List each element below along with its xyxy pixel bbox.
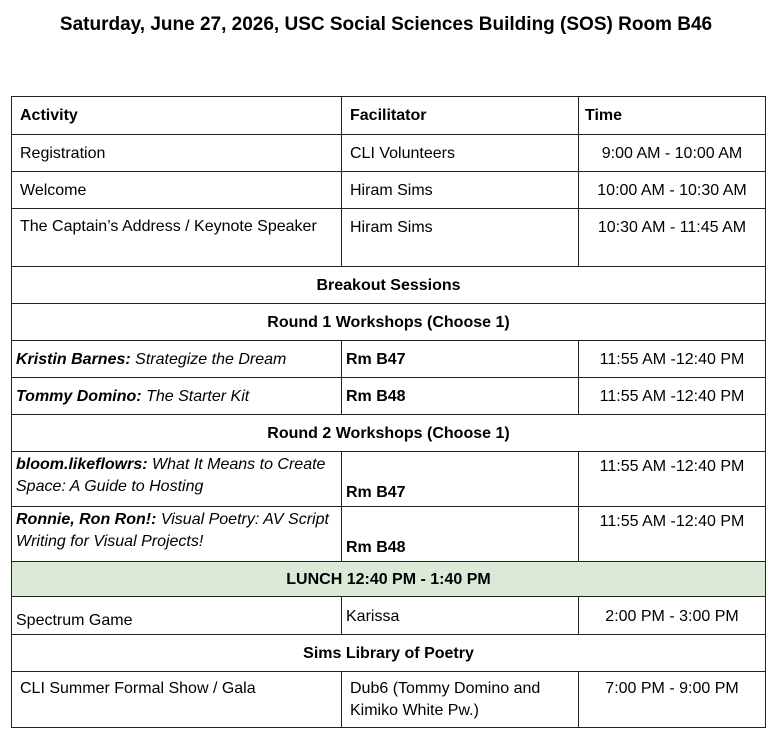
time-cell: 7:00 PM - 9:00 PM	[579, 672, 766, 728]
table-row	[12, 341, 766, 378]
presenter-name: Tommy Domino:	[16, 388, 142, 405]
lunch-label: LUNCH 12:40 PM - 1:40 PM	[12, 562, 766, 597]
table-row	[12, 378, 766, 415]
facilitator-header: Facilitator	[342, 97, 579, 135]
time-cell: 2:00 PM - 3:00 PM	[579, 597, 766, 635]
facilitator-cell: Hiram Sims	[342, 172, 579, 209]
activity-cell: Welcome	[12, 172, 342, 209]
facilitator-cell: Dub6 (Tommy Domino and Kimiko White Pw.)	[342, 672, 579, 728]
table-row	[12, 209, 766, 267]
session-title: Visual Poetry: AV Script Writing for Visual Projects!	[16, 511, 329, 550]
activity-header: Activity	[12, 97, 342, 135]
workshop-cell	[12, 378, 342, 415]
activity-cell: Registration	[12, 135, 342, 172]
presenter-name: Kristin Barnes:	[16, 351, 131, 368]
presenter-name: Ronnie, Ron Ron!:	[16, 511, 157, 528]
facilitator-cell: Hiram Sims	[342, 209, 579, 267]
facilitator-cell: Karissa	[342, 597, 579, 635]
time-cell: 11:55 AM -12:40 PM	[579, 507, 766, 562]
round1-heading: Round 1 Workshops (Choose 1)	[12, 304, 766, 341]
presenter-name: bloom.likeflowrs:	[16, 456, 148, 473]
schedule-table	[11, 96, 766, 728]
room-cell: Rm B48	[342, 378, 579, 415]
room-cell: Rm B47	[342, 452, 579, 507]
section-row	[12, 415, 766, 452]
round2-heading: Round 2 Workshops (Choose 1)	[12, 415, 766, 452]
breakout-sessions-heading: Breakout Sessions	[12, 267, 766, 304]
table-header-row	[12, 97, 766, 135]
workshop-cell	[12, 341, 342, 378]
page-title: Saturday, June 27, 2026, USC Social Sciences Building (SOS) Room B46	[59, 14, 713, 35]
time-cell: 11:55 AM -12:40 PM	[579, 452, 766, 507]
time-cell: 10:00 AM - 10:30 AM	[579, 172, 766, 209]
activity-cell: Spectrum Game	[12, 597, 342, 635]
table-row	[12, 672, 766, 728]
session-title: Strategize the Dream	[130, 351, 287, 368]
session-title: The Starter Kit	[141, 388, 250, 405]
table-row	[12, 452, 766, 507]
table-row	[12, 172, 766, 209]
session-title: What It Means to Create Space: A Guide to Hosting	[16, 456, 326, 495]
table-row	[12, 597, 766, 635]
time-cell: 11:55 AM -12:40 PM	[579, 341, 766, 378]
activity-cell: CLI Summer Formal Show / Gala	[12, 672, 342, 728]
table-row	[12, 135, 766, 172]
section-row	[12, 267, 766, 304]
time-cell: 10:30 AM - 11:45 AM	[579, 209, 766, 267]
section-row	[12, 635, 766, 672]
activity-cell: The Captain’s Address / Keynote Speaker	[12, 209, 342, 267]
lunch-row	[12, 562, 766, 597]
time-header: Time	[579, 97, 766, 135]
workshop-cell	[12, 507, 342, 562]
workshop-cell	[12, 452, 342, 507]
time-cell: 11:55 AM -12:40 PM	[579, 378, 766, 415]
time-cell: 9:00 AM - 10:00 AM	[579, 135, 766, 172]
facilitator-cell: CLI Volunteers	[342, 135, 579, 172]
section-row	[12, 304, 766, 341]
library-heading: Sims Library of Poetry	[12, 635, 766, 672]
room-cell: Rm B47	[342, 341, 579, 378]
room-cell: Rm B48	[342, 507, 579, 562]
table-row	[12, 507, 766, 562]
